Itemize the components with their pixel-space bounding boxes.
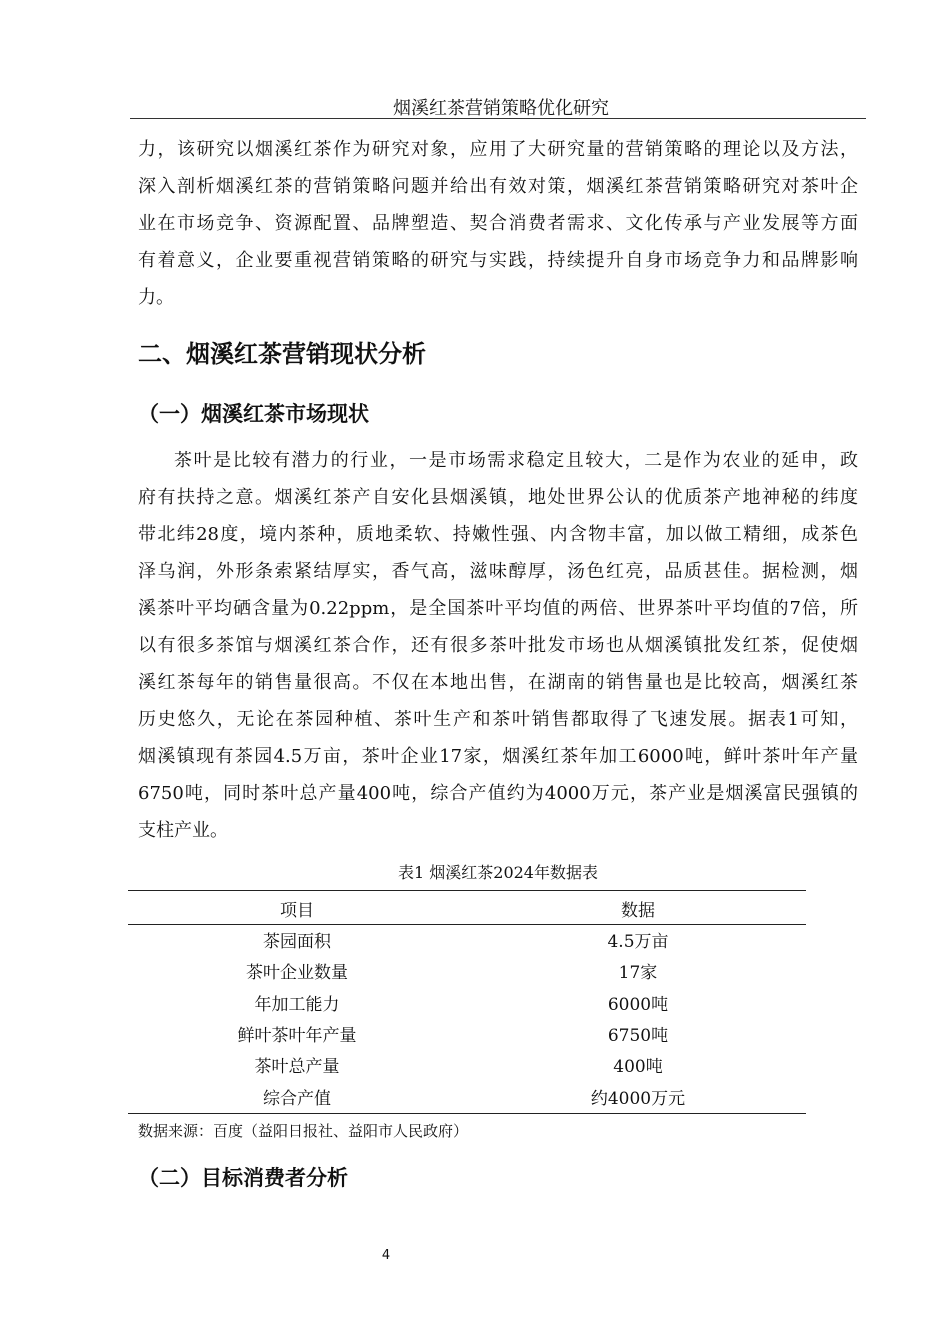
text-line: 力。 [138, 287, 174, 308]
table-top-rule [128, 890, 806, 891]
header-rule [130, 118, 866, 119]
text-line: 以有很多茶馆与烟溪红茶合作，还有很多茶叶批发市场也从烟溪镇批发红茶，促使烟 [138, 635, 858, 656]
text-line: 溪红茶每年的销售量很高。不仅在本地出售，在湖南的销售量也是比较高，烟溪红茶 [138, 672, 858, 693]
running-header: 烟溪红茶营销策略优化研究 [393, 98, 609, 119]
table-cell-item: 茶叶总产量 [254, 1057, 340, 1078]
table-caption: 表1 烟溪红茶2024年数据表 [398, 863, 598, 882]
text-line: 6750吨，同时茶叶总产量400吨，综合产值约为4000万元，茶产业是烟溪富民强镇的 [138, 783, 858, 804]
table-header-item: 项目 [280, 901, 314, 921]
table-header-rule [128, 924, 806, 925]
page-number: 4 [381, 1248, 391, 1263]
table-cell-value: 4.5万亩 [607, 932, 669, 952]
table-cell-item: 茶园面积 [263, 932, 331, 952]
text-line: 泽乌润，外形条索紧结厚实，香气高，滋味醇厚，汤色红亮，品质甚佳。据检测，烟 [138, 561, 858, 582]
table-cell-item: 茶叶企业数量 [246, 963, 348, 984]
table-cell-value: 17家 [618, 963, 658, 984]
text-line: 带北纬28度，境内茶种，质地柔软、持嫩性强、内含物丰富，加以做工精细，成茶色 [138, 524, 858, 545]
table-cell-item: 年加工能力 [254, 994, 340, 1015]
text-line: 业在市场竞争、资源配置、品牌塑造、契合消费者需求、文化传承与产业发展等方面 [138, 213, 858, 234]
table-source: 数据来源：百度（益阳日报社、益阳市人民政府） [138, 1122, 469, 1140]
table-cell-value: 6000吨 [607, 994, 669, 1015]
table-bottom-rule [128, 1113, 806, 1114]
text-line: 有着意义，企业要重视营销策略的研究与实践，持续提升自身市场竞争力和品牌影响 [138, 250, 858, 271]
text-line: 力，该研究以烟溪红茶作为研究对象，应用了大研究量的营销策略的理论以及方法， [138, 139, 858, 160]
subsection-title-1: （一）烟溪红茶市场现状 [138, 402, 369, 426]
text-line: 深入剖析烟溪红茶的营销策略问题并给出有效对策，烟溪红茶营销策略研究对茶叶企 [138, 176, 858, 197]
table-cell-item: 鲜叶茶叶年产量 [237, 1025, 357, 1046]
text-line: 支柱产业。 [138, 820, 228, 841]
text-line: 府有扶持之意。烟溪红茶产自安化县烟溪镇，地处世界公认的优质茶产地神秘的纬度 [138, 487, 858, 508]
text-line: 溪茶叶平均硒含量为0.22ppm，是全国茶叶平均值的两倍、世界茶叶平均值的7倍，所 [138, 598, 858, 619]
text-line: 茶叶是比较有潜力的行业，一是市场需求稳定且较大，二是作为农业的延申，政 [174, 450, 858, 471]
table-cell-item: 综合产值 [263, 1088, 331, 1109]
section-title: 二、烟溪红茶营销现状分析 [138, 340, 426, 368]
subsection-title-2: （二）目标消费者分析 [138, 1166, 348, 1190]
table-cell-value: 400吨 [613, 1057, 663, 1078]
table-cell-value: 6750吨 [607, 1025, 669, 1046]
table-header-data: 数据 [621, 901, 655, 921]
text-line: 历史悠久，无论在茶园种植、茶叶生产和茶叶销售都取得了飞速发展。据表1可知， [138, 709, 858, 730]
table-cell-value: 约4000万元 [590, 1088, 686, 1109]
text-line: 烟溪镇现有茶园4.5万亩，茶叶企业17家，烟溪红茶年加工6000吨，鲜叶茶叶年产量 [138, 746, 858, 767]
